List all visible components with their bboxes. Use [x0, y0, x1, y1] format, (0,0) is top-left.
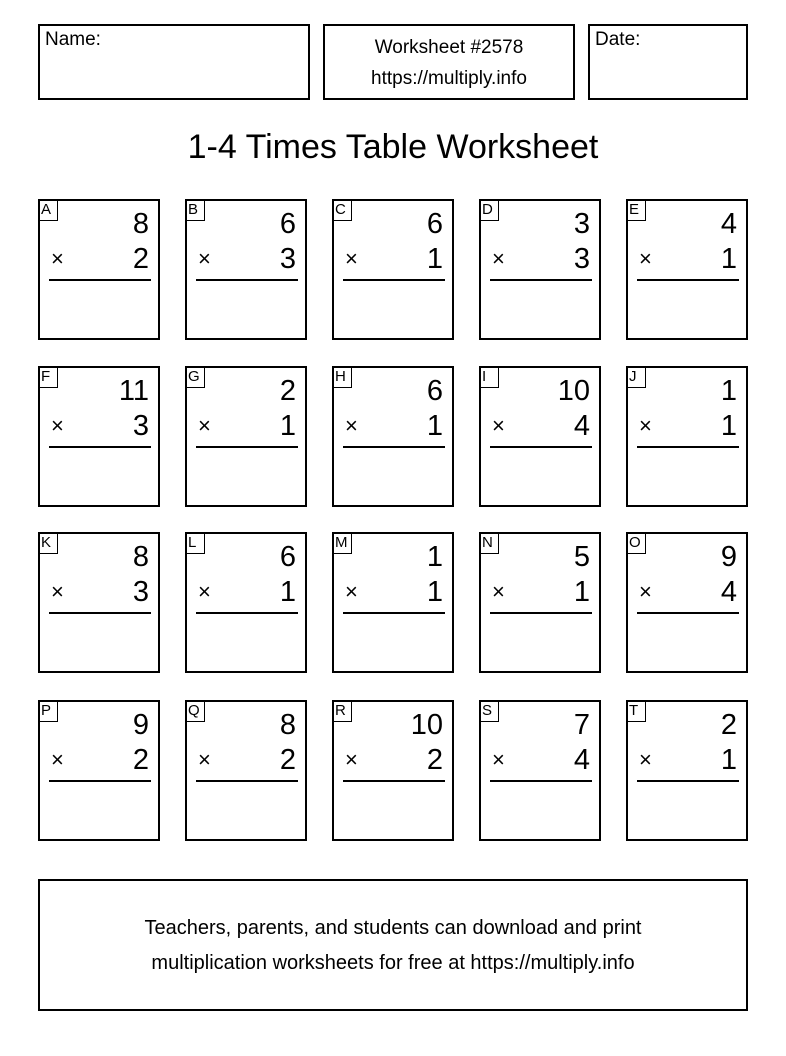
times-sign: × [492, 579, 505, 604]
multiplier: 3 [573, 243, 590, 275]
multiplicand: 4 [720, 208, 737, 240]
times-sign: × [51, 246, 64, 271]
problem-letter: J [626, 366, 646, 388]
multiplier: 1 [426, 243, 443, 275]
times-sign: × [345, 413, 358, 438]
problem-letter: M [332, 532, 352, 554]
multiplier: 1 [426, 410, 443, 442]
problem-card[interactable] [479, 366, 601, 507]
answer-line [637, 446, 739, 448]
problem-card[interactable] [626, 366, 748, 507]
times-sign: × [345, 747, 358, 772]
multiplier: 2 [279, 744, 296, 776]
times-sign: × [51, 579, 64, 604]
multiplier: 2 [132, 243, 149, 275]
answer-line [196, 446, 298, 448]
problem-letter: E [626, 199, 646, 221]
multiplicand: 1 [720, 375, 737, 407]
problem-card[interactable] [38, 700, 160, 841]
multiplier: 2 [426, 744, 443, 776]
problem-letter: L [185, 532, 205, 554]
multiplicand: 10 [410, 709, 443, 741]
times-sign: × [198, 747, 211, 772]
multiplier: 4 [573, 410, 590, 442]
problem-letter: C [332, 199, 352, 221]
multiplier: 2 [132, 744, 149, 776]
multiplicand: 5 [573, 541, 590, 573]
problem-card[interactable] [185, 199, 307, 340]
multiplicand: 8 [132, 208, 149, 240]
problem-letter: Q [185, 700, 205, 722]
multiplicand: 6 [279, 208, 296, 240]
problem-letter: R [332, 700, 352, 722]
name-field-box[interactable] [38, 24, 310, 100]
answer-line [490, 279, 592, 281]
date-field-box[interactable] [588, 24, 748, 100]
multiplicand: 8 [279, 709, 296, 741]
multiplier: 4 [573, 744, 590, 776]
multiplicand: 1 [426, 541, 443, 573]
problem-letter: S [479, 700, 499, 722]
problem-card[interactable] [332, 366, 454, 507]
answer-line [343, 446, 445, 448]
problem-letter: A [38, 199, 58, 221]
problem-letter: H [332, 366, 352, 388]
problem-letter: K [38, 532, 58, 554]
problem-letter: I [479, 366, 499, 388]
multiplier: 1 [279, 410, 296, 442]
date-label: Date: [595, 29, 641, 50]
multiplier: 3 [132, 410, 149, 442]
times-sign: × [639, 413, 652, 438]
problem-card[interactable] [626, 700, 748, 841]
multiplicand: 2 [279, 375, 296, 407]
times-sign: × [345, 246, 358, 271]
problem-card[interactable] [626, 532, 748, 673]
multiplicand: 11 [118, 375, 149, 407]
multiplier: 1 [720, 410, 737, 442]
times-sign: × [639, 747, 652, 772]
answer-line [343, 780, 445, 782]
problem-card[interactable] [38, 366, 160, 507]
answer-line [490, 780, 592, 782]
multiplicand: 6 [426, 375, 443, 407]
multiplier: 3 [279, 243, 296, 275]
problem-card[interactable] [479, 199, 601, 340]
problem-letter: O [626, 532, 646, 554]
answer-line [637, 612, 739, 614]
problem-card[interactable] [185, 700, 307, 841]
problem-letter: P [38, 700, 58, 722]
multiplicand: 3 [573, 208, 590, 240]
answer-line [490, 612, 592, 614]
footer-line-1: Teachers, parents, and students can download and print [144, 917, 642, 939]
times-sign: × [492, 246, 505, 271]
answer-line [49, 279, 151, 281]
multiplicand: 6 [279, 541, 296, 573]
times-sign: × [492, 747, 505, 772]
times-sign: × [345, 579, 358, 604]
answer-line [343, 612, 445, 614]
answer-line [196, 279, 298, 281]
answer-line [49, 446, 151, 448]
times-sign: × [639, 246, 652, 271]
times-sign: × [492, 413, 505, 438]
multiplicand: 2 [720, 709, 737, 741]
multiplicand: 8 [132, 541, 149, 573]
answer-line [196, 780, 298, 782]
multiplicand: 9 [132, 709, 149, 741]
multiplicand: 6 [426, 208, 443, 240]
answer-line [343, 279, 445, 281]
worksheet-url: https://multiply.info [371, 68, 527, 89]
multiplier: 3 [132, 576, 149, 608]
answer-line [637, 780, 739, 782]
times-sign: × [198, 246, 211, 271]
worksheet-number: Worksheet #2578 [374, 37, 524, 58]
answer-line [490, 446, 592, 448]
problem-letter: N [479, 532, 499, 554]
multiplier: 1 [279, 576, 296, 608]
problem-card[interactable] [185, 366, 307, 507]
problem-card[interactable] [626, 199, 748, 340]
times-sign: × [639, 579, 652, 604]
multiplier: 1 [720, 744, 737, 776]
footer-box [38, 879, 748, 1011]
multiplicand: 10 [557, 375, 590, 407]
problem-card[interactable] [38, 199, 160, 340]
problem-card[interactable] [38, 532, 160, 673]
times-sign: × [198, 579, 211, 604]
multiplier: 1 [573, 576, 590, 608]
problem-card[interactable] [332, 532, 454, 673]
problem-card[interactable] [479, 700, 601, 841]
times-sign: × [51, 747, 64, 772]
problem-letter: G [185, 366, 205, 388]
problem-letter: D [479, 199, 499, 221]
answer-line [637, 279, 739, 281]
footer-line-2: multiplication worksheets for free at https://multiply.info [151, 952, 635, 974]
times-sign: × [51, 413, 64, 438]
multiplier: 1 [426, 576, 443, 608]
problem-letter: T [626, 700, 646, 722]
multiplicand: 7 [573, 709, 590, 741]
name-label: Name: [45, 29, 101, 50]
problem-card[interactable] [479, 532, 601, 673]
problem-letter: B [185, 199, 205, 221]
problem-card[interactable] [332, 199, 454, 340]
multiplicand: 9 [720, 541, 737, 573]
worksheet-info-box [323, 24, 575, 100]
answer-line [49, 612, 151, 614]
problem-card[interactable] [185, 532, 307, 673]
multiplier: 1 [720, 243, 737, 275]
answer-line [196, 612, 298, 614]
multiplier: 4 [720, 576, 737, 608]
times-sign: × [198, 413, 211, 438]
page-title: 1-4 Times Table Worksheet [187, 128, 599, 166]
problem-letter: F [38, 366, 58, 388]
answer-line [49, 780, 151, 782]
problem-card[interactable] [332, 700, 454, 841]
